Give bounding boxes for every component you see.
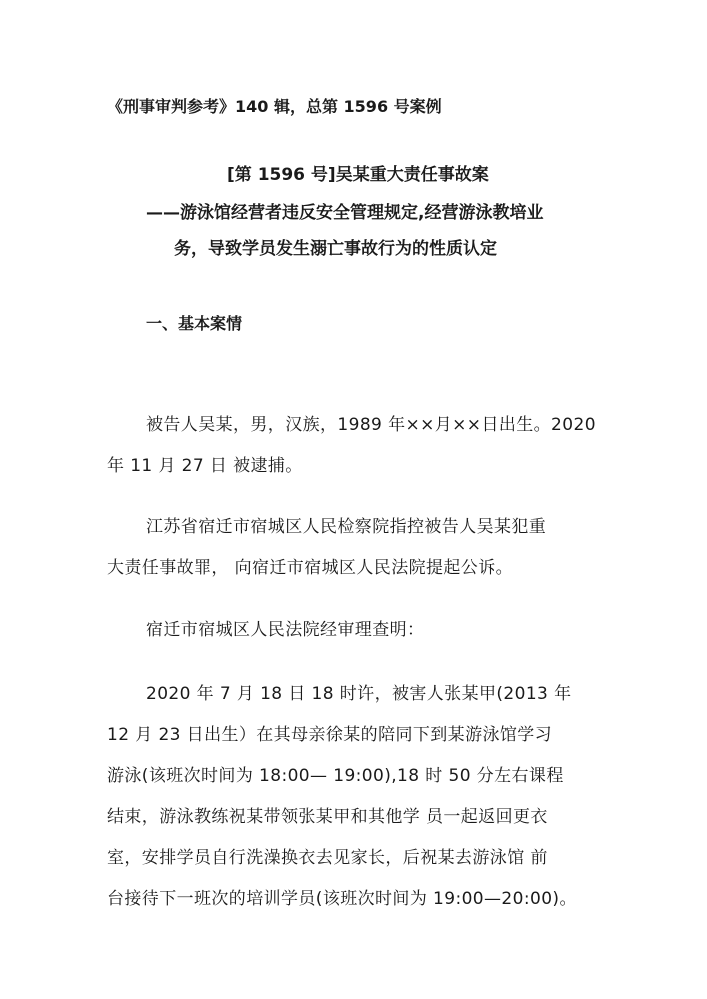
paragraph-line: 被告人吴某，男，汉族，1989 年××月××日出生。2020 bbox=[146, 415, 596, 435]
paragraph-line: 游泳(该班次时间为 18:00— 19:00),18 时 50 分左右课程 bbox=[107, 766, 564, 786]
paragraph-line: 大责任事故罪， 向宿迁市宿城区人民法院提起公诉。 bbox=[107, 558, 514, 578]
source-header: 《刑事审判参考》140 辑，总第 1596 号案例 bbox=[107, 97, 442, 116]
case-subtitle-line: ——游泳馆经营者违反安全管理规定,经营游泳教培业 bbox=[146, 203, 544, 223]
paragraph-line: 江苏省宿迁市宿城区人民检察院指控被告人吴某犯重 bbox=[146, 517, 547, 537]
paragraph-line: 12 月 23 日出生）在其母亲徐某的陪同下到某游泳馆学习 bbox=[107, 725, 553, 745]
paragraph-line: 宿迁市宿城区人民法院经审理查明： bbox=[146, 620, 425, 640]
case-title: [第 1596 号]吴某重大责任事故案 bbox=[227, 165, 489, 185]
paragraph-line: 台接待下一班次的培训学员(该班次时间为 19:00—20:00)。 bbox=[107, 889, 577, 909]
case-subtitle-line: 务，导致学员发生溺亡事故行为的性质认定 bbox=[174, 239, 497, 259]
paragraph-line: 年 11 月 27 日 被逮捕。 bbox=[107, 456, 303, 476]
section-heading: 一、基本案情 bbox=[146, 314, 243, 333]
paragraph-line: 室，安排学员自行洗澡换衣去见家长，后祝某去游泳馆 前 bbox=[107, 848, 548, 868]
paragraph-line: 结束，游泳教练祝某带领张某甲和其他学 员一起返回更衣 bbox=[107, 807, 548, 827]
paragraph-line: 2020 年 7 月 18 日 18 时许，被害人张某甲(2013 年 bbox=[146, 684, 572, 704]
